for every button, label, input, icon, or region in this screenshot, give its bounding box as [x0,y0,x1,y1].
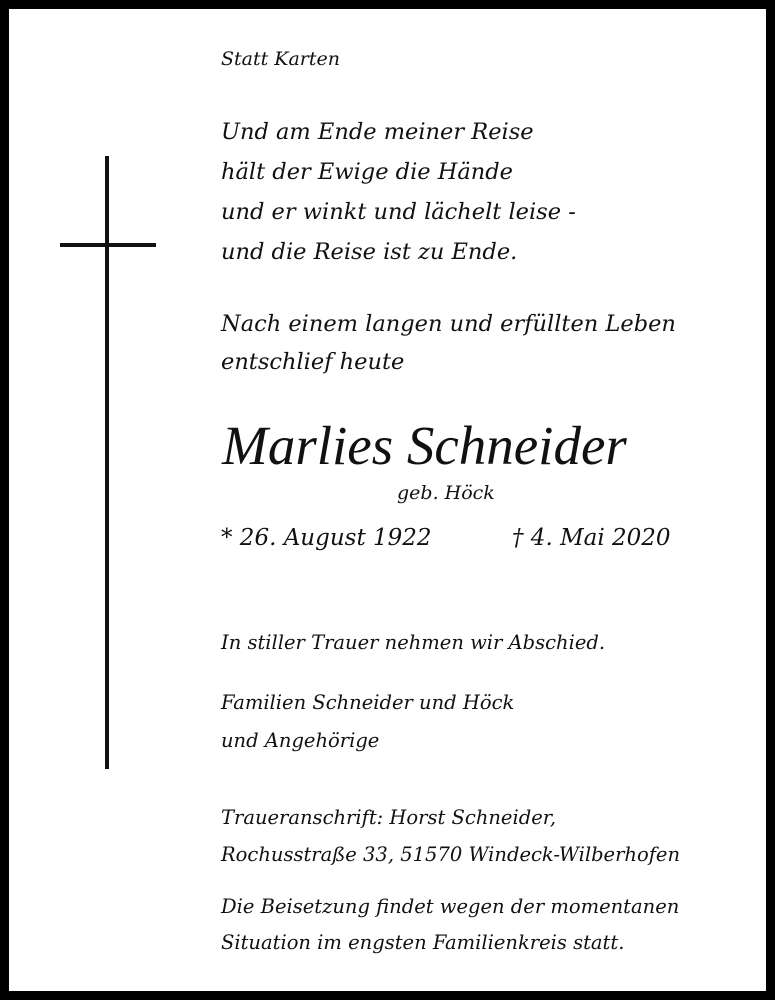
verse-line: und die Reise ist zu Ende. [221,239,518,265]
intro-line: Nach einem langen und erfüllten Leben [221,311,676,337]
intro-line: entschlief heute [221,349,405,375]
header-statt-karten: Statt Karten [221,48,341,70]
mourning-line: In stiller Trauer nehmen wir Abschied. [221,631,606,654]
cross-vertical-bar [105,156,109,769]
verse-line: Und am Ende meiner Reise [221,119,534,145]
address-line: Rochusstraße 33, 51570 Windeck-Wilberhofen [221,843,681,866]
cross-horizontal-bar [60,243,156,247]
mourners-line: Familien Schneider und Höck [221,691,515,714]
burial-note-line: Situation im engsten Familienkreis statt. [221,931,625,954]
verse-line: hält der Ewige die Hände [221,159,513,185]
mourners-line: und Angehörige [221,729,380,752]
address-line: Traueranschrift: Horst Schneider, [221,806,557,829]
death-date: † 4. Mai 2020 [512,525,671,551]
maiden-name: geb. Höck [397,482,495,504]
birth-date: * 26. August 1922 [221,525,432,551]
deceased-name: Marlies Schneider [222,415,627,476]
burial-note-line: Die Beisetzung findet wegen der momentanen [221,895,680,918]
verse-line: und er winkt und lächelt leise - [221,199,576,225]
